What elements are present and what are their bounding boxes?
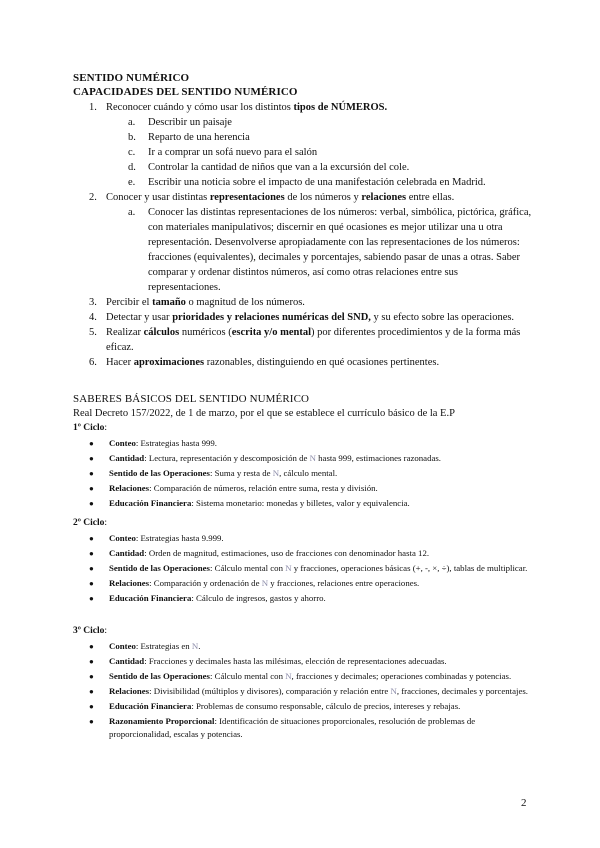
list-item: ● Relaciones: Comparación y ordenación de N y fracciones, relaciones entre operaciones. [89,578,420,588]
list-item: ● Educación Financiera: Cálculo de ingresos, gastos y ahorro. [89,593,326,603]
list-item: ● Conteo: Estrategias hasta 999. [89,438,217,448]
list-item: ● Educación Financiera: Problemas de consumo responsable, cálculo de precios, intereses y rebajas. [89,701,461,711]
list-item: ● Sentido de las Operaciones: Suma y resta de N, cálculo mental. [89,468,338,478]
bullet-icon: ● [89,717,94,726]
list-item: ● Cantidad: Lectura, representación y descomposición de N hasta 999, estimaciones razonadas. [89,453,442,463]
bullet-icon: ● [89,657,94,666]
title-heading: SENTIDO NUMÉRICO [73,72,190,84]
bullet-icon: ● [89,672,94,681]
list-item: 4. Detectar y usar prioridades y relaciones numéricas del SND, y su efecto sobre las operaciones. [89,312,515,323]
cycle-1-list [73,437,533,512]
list-item: ● Relaciones: Comparación de números, relación entre suma, resta y división. [89,483,378,493]
bullet-icon: ● [89,484,94,493]
decree-reference: Real Decreto 157/2022, de 1 de marzo, por el que se establece el currículo básico de la E.P [73,408,455,419]
list-item: ● Cantidad: Orden de magnitud, estimaciones, uso de fracciones con denominador hasta 12. [89,548,430,558]
bullet-icon: ● [89,594,94,603]
cycle-3-list [73,640,533,743]
list-item: 2. Conocer y usar distintas representaciones de los números y relaciones entre ellas. [89,192,455,203]
list-item: 5. Realizar cálculos numéricos (escrita y/o mental) por diferentes procedimientos y de la forma más eficaz. [89,327,521,353]
bullet-icon: ● [89,564,94,573]
bullet-icon: ● [89,454,94,463]
bullet-icon: ● [89,439,94,448]
list-item: 1. Reconocer cuándo y cómo usar los distintos tipos de NÚMEROS. [89,102,388,113]
sub-list-item: e. Escribir una noticia sobre el impacto de una manifestación celebrada en Madrid. [128,177,486,188]
list-item: ● Sentido de las Operaciones: Cálculo mental con N y fracciones, operaciones básicas (+, -, ×, ÷), tablas de multiplicar. [89,563,528,573]
capacities-heading: CAPACIDADES DEL SENTIDO NUMÉRICO [73,86,298,98]
bullet-icon: ● [89,549,94,558]
sub-list-item: a. Describir un paisaje [128,117,232,128]
bullet-icon: ● [89,579,94,588]
list-item: ● Cantidad: Fracciones y decimales hasta las milésimas, elección de representaciones adecuadas. [89,656,447,666]
cycle-2-list [73,532,533,607]
bullet-icon: ● [89,642,94,651]
list-item: 3. Percibir el tamaño o magnitud de los números. [89,297,305,308]
bullet-icon: ● [89,499,94,508]
cycle-3-heading: 3º Ciclo: [73,626,108,636]
bullet-icon: ● [89,534,94,543]
bullet-icon: ● [89,702,94,711]
sub-list-item: b. Reparto de una herencia [128,132,250,143]
page-number: 2 [521,797,527,809]
basic-knowledge-heading: SABERES BÁSICOS DEL SENTIDO NUMÉRICO [73,393,310,405]
list-item: ● Conteo: Estrategias en N. [89,641,201,651]
list-item: 6. Hacer aproximaciones razonables, distinguiendo en qué ocasiones pertinentes. [89,357,440,368]
bullet-icon: ● [89,687,94,696]
sub-list-item: c. Ir a comprar un sofá nuevo para el salón [128,147,318,158]
bullet-icon: ● [89,469,94,478]
capacities-list [73,100,533,370]
sub-list-item: d. Controlar la cantidad de niños que van a la excursión del cole. [128,162,410,173]
list-item: ● Conteo: Estrategias hasta 9.999. [89,533,224,543]
list-item: ● Relaciones: Divisibilidad (múltiplos y divisores), comparación y relación entre N, fracciones, decimales y porcentajes. [89,686,528,696]
list-item: ● Sentido de las Operaciones: Cálculo mental con N, fracciones y decimales; operaciones combinadas y potencias. [89,671,512,681]
cycle-2-heading: 2º Ciclo: [73,518,108,528]
sub-list-item: a. Conocer las distintas representaciones de los números: verbal, simbólica, pictórica, gráfica, con materiales manipulativos; discernir en qué ocasiones es mejor utilizar una u otra representación. Desenvolverse apropiadamente con las representaciones de los números: fracciones (equivalentes), decimales y porcentajes, sabiendo pasar de unas a otras. Saber comparar y ordenar distintos números, así como otras relaciones entre sus representaciones. [128,207,532,293]
list-item: ● Educación Financiera: Sistema monetario: monedas y billetes, valor y equivalencia. [89,498,410,508]
list-item: ● Razonamiento Proporcional: Identificación de situaciones proporcionales, resolución de problemas de proporcionalidad, escalas y potencias. [89,716,476,739]
cycle-1-heading: 1º Ciclo: [73,423,108,433]
